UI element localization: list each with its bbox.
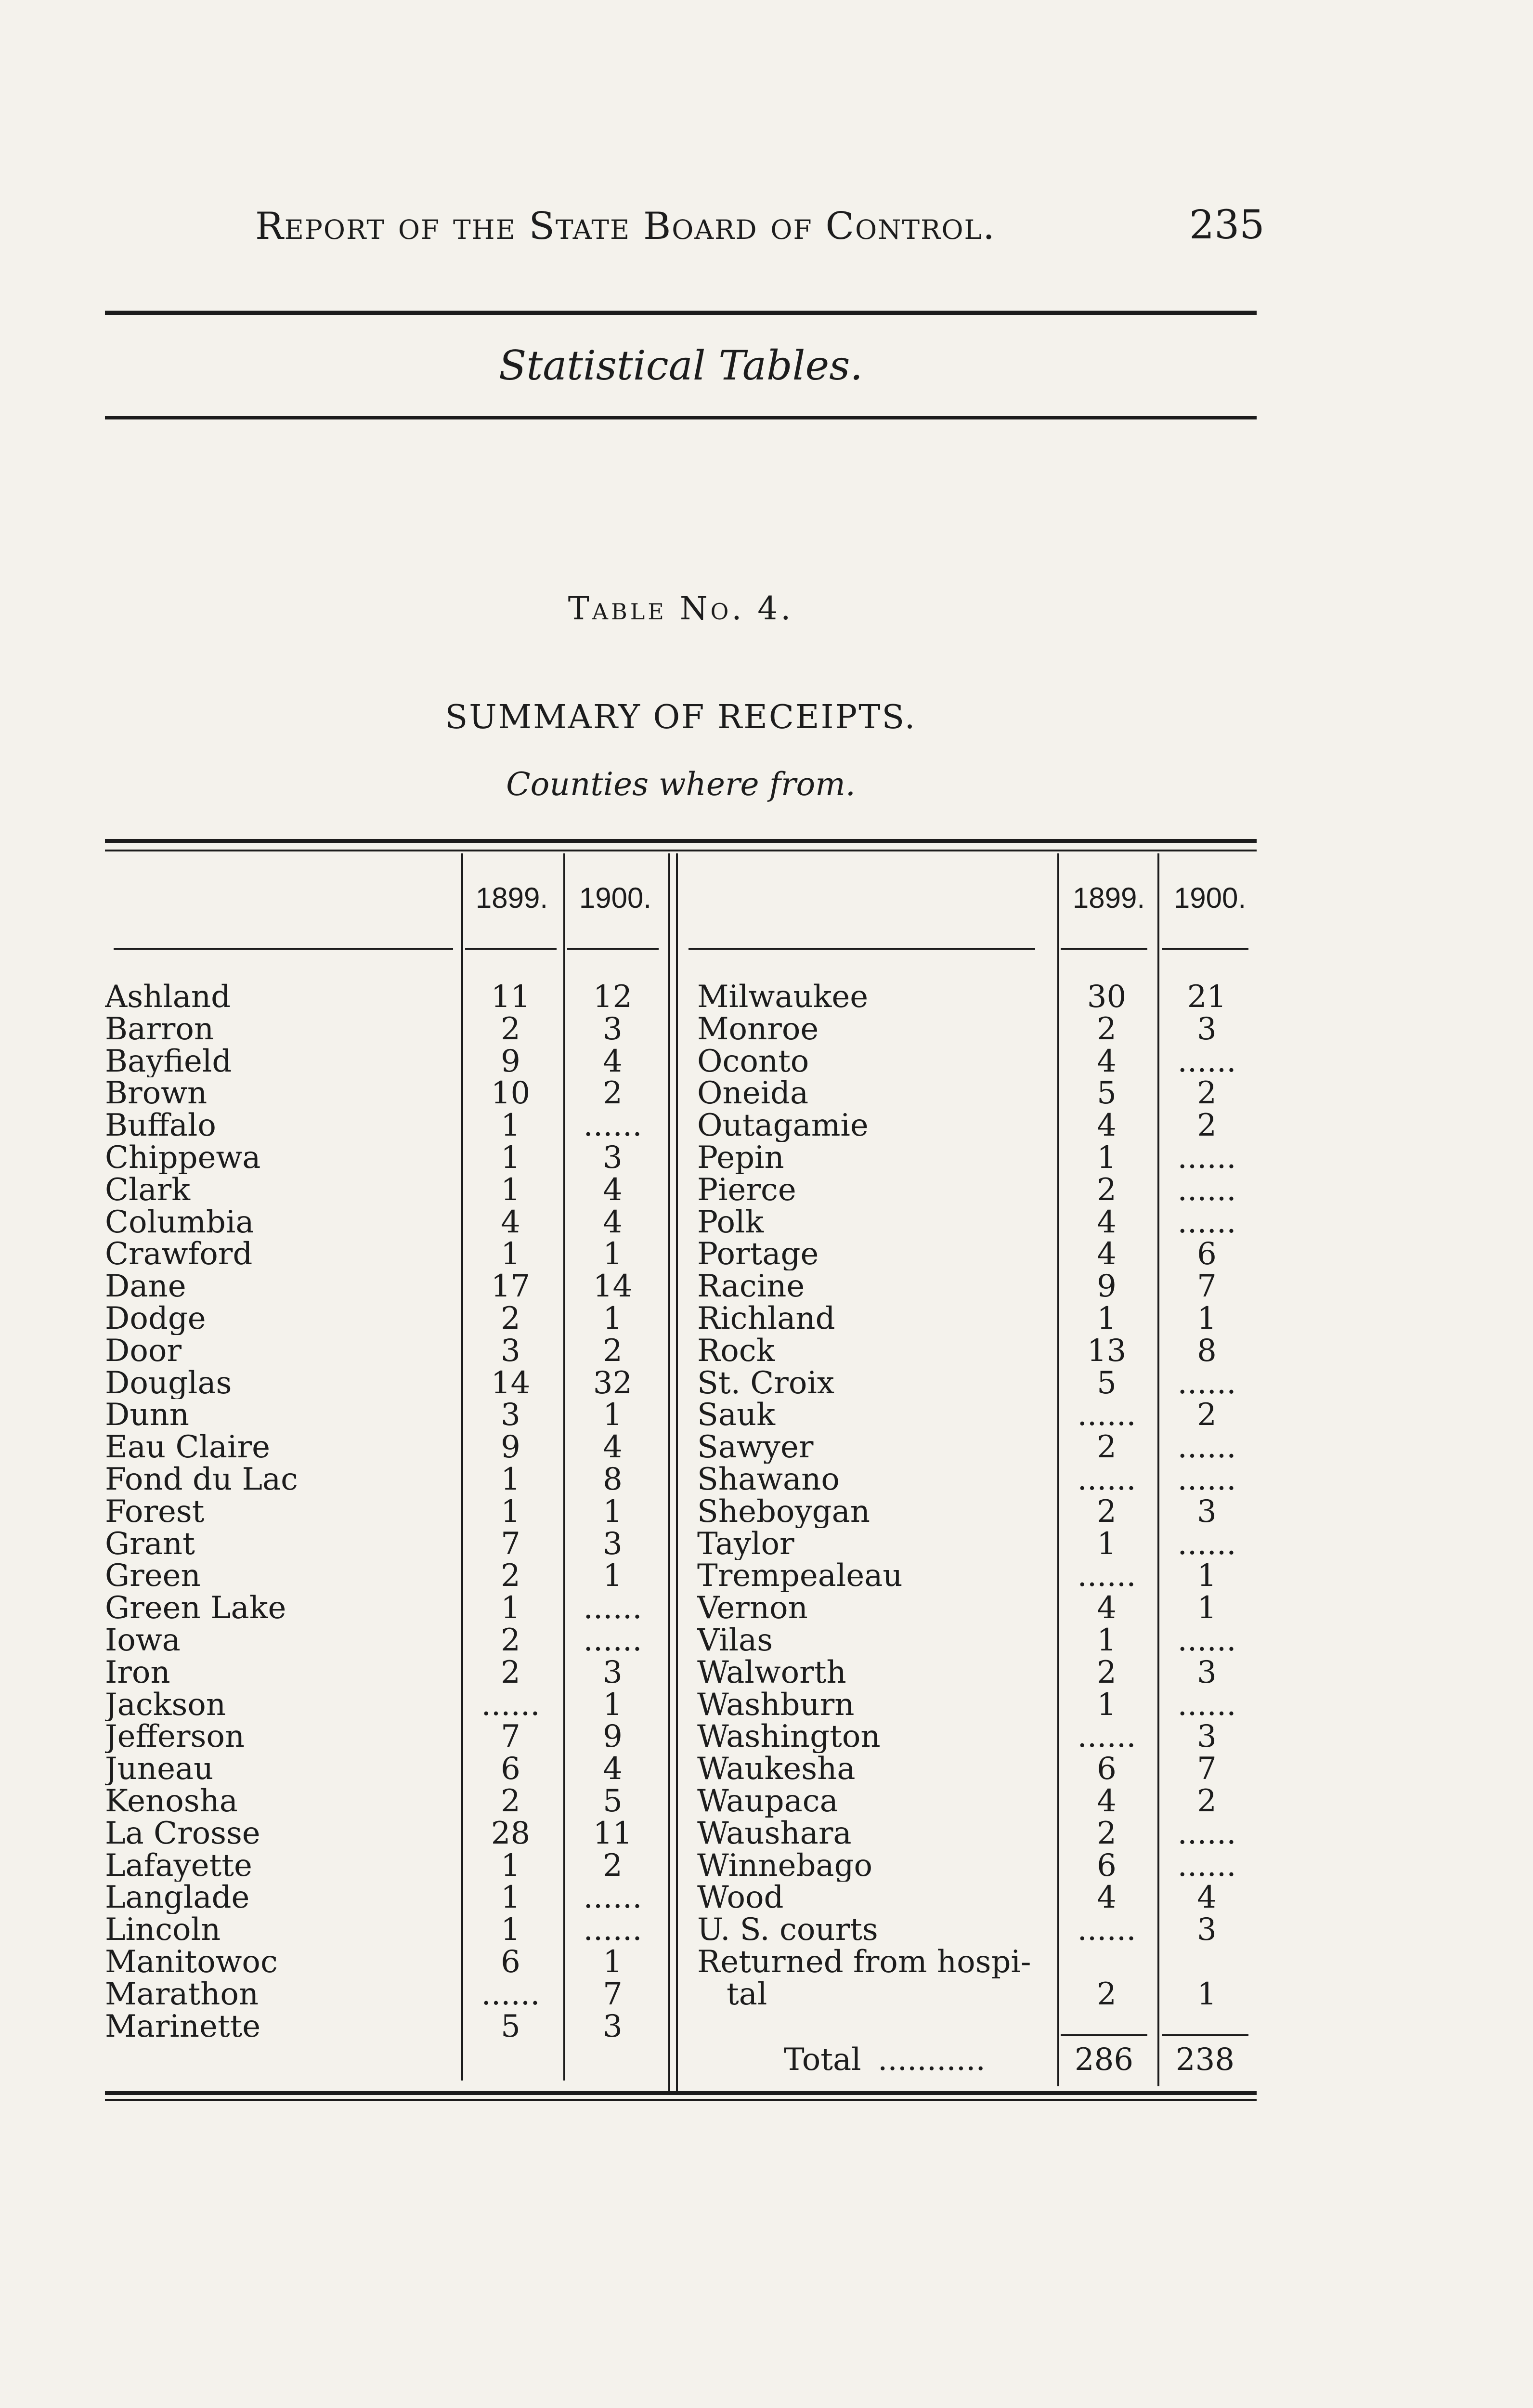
value-1900: 1	[603, 1493, 623, 1530]
county-name: Columbia	[105, 1206, 455, 1239]
value-1900: ......	[1177, 1043, 1236, 1079]
value-1900: ......	[583, 1623, 642, 1658]
value-1899: 1	[1097, 1687, 1117, 1723]
value-1899: 10	[491, 1075, 531, 1112]
county-name: Wood	[697, 1882, 1056, 1914]
county-name: Marinette	[105, 2011, 455, 2043]
value-1899: 2	[1097, 1654, 1117, 1690]
value-1900: 4	[603, 1204, 623, 1240]
county-name: Langlade	[105, 1882, 455, 1914]
county-name: Dane	[105, 1270, 455, 1303]
county-row	[697, 1560, 1251, 1592]
header-1899-left: 1899.	[475, 882, 548, 914]
county-row	[105, 1592, 657, 1624]
value-1899: 1	[501, 1236, 520, 1272]
county-row	[105, 2008, 657, 2044]
county-name: Winnebago	[697, 1850, 1056, 1882]
county-name: Green	[105, 1560, 455, 1592]
county-row	[697, 1174, 1251, 1206]
value-1900: 1	[603, 1558, 623, 1594]
value-1899: ......	[481, 1687, 540, 1723]
county-row	[105, 1142, 657, 1174]
county-row	[697, 1335, 1251, 1367]
county-row	[105, 1335, 657, 1367]
county-name: Grant	[105, 1528, 455, 1560]
column-rule	[676, 853, 678, 2091]
value-1900: 1	[603, 1944, 623, 1980]
value-1899: 2	[1097, 1976, 1117, 2012]
county-name: Vilas	[697, 1624, 1056, 1657]
value-1900: ......	[1177, 1847, 1236, 1884]
county-row	[105, 1624, 657, 1657]
county-row	[697, 1142, 1251, 1174]
county-row	[697, 1815, 1251, 1851]
value-1899: 2	[501, 1654, 520, 1690]
value-1900: ......	[583, 1880, 642, 1916]
value-1899: ......	[481, 1976, 540, 2012]
county-name: Portage	[697, 1238, 1056, 1270]
county-name: Iowa	[105, 1624, 455, 1657]
value-1899: 4	[501, 1204, 520, 1240]
total-row	[784, 2044, 1256, 2076]
total-1899: 286	[1074, 2042, 1134, 2078]
value-1900: 3	[603, 2008, 623, 2044]
table-top-rule	[105, 839, 1257, 843]
value-1899: 1	[501, 1590, 520, 1626]
value-1900: 1	[603, 1397, 623, 1433]
county-name: Sauk	[697, 1399, 1056, 1431]
value-1900: 4	[603, 1429, 623, 1466]
county-name: Forest	[105, 1496, 455, 1528]
value-1899: 2	[501, 1783, 520, 1819]
county-name: Fond du Lac	[105, 1464, 455, 1496]
value-1899: 14	[491, 1365, 531, 1401]
county-row	[697, 981, 1251, 1013]
value-1899: 2	[501, 1558, 520, 1594]
county-row	[105, 1206, 657, 1239]
value-1899: 5	[501, 2008, 520, 2044]
value-1900: 3	[1197, 1011, 1217, 1047]
value-1900: 2	[1197, 1108, 1217, 1144]
county-row	[105, 1077, 657, 1110]
value-1899: 1	[501, 1847, 520, 1884]
value-1899: 4	[1097, 1783, 1117, 1819]
value-1899: 1	[501, 1172, 520, 1208]
value-1899: 2	[501, 1623, 520, 1658]
value-1900: ......	[1177, 1429, 1236, 1466]
county-name: Waukesha	[697, 1753, 1056, 1785]
county-row	[105, 1367, 657, 1400]
value-1900: 8	[1197, 1333, 1217, 1369]
county-row	[105, 1721, 657, 1753]
value-1899: 2	[1097, 1815, 1117, 1851]
value-1900: 2	[603, 1075, 623, 1112]
value-1899: 6	[1097, 1847, 1117, 1884]
county-row	[697, 1654, 1251, 1690]
county-row	[105, 1654, 657, 1690]
total-overline	[1061, 2034, 1147, 2036]
value-1900: 3	[603, 1011, 623, 1047]
value-1900: 1	[603, 1687, 623, 1723]
county-row	[697, 1592, 1251, 1624]
value-1900: ......	[583, 1108, 642, 1144]
county-row	[697, 1077, 1251, 1110]
county-name: Lincoln	[105, 1914, 455, 1946]
header-underline	[689, 948, 1035, 950]
header-1899-right: 1899.	[1072, 882, 1145, 914]
value-1900: ......	[1177, 1687, 1236, 1723]
value-1900: 7	[603, 1976, 623, 2012]
county-row	[105, 1528, 657, 1560]
value-1900: 8	[603, 1462, 623, 1497]
county-name: Dunn	[105, 1399, 455, 1431]
county-row	[697, 1206, 1251, 1239]
county-name: Washburn	[697, 1689, 1056, 1721]
county-name: Sawyer	[697, 1431, 1056, 1464]
value-1900: 1	[1197, 1590, 1217, 1626]
county-name: Taylor	[697, 1528, 1056, 1560]
value-1900: ......	[1177, 1365, 1236, 1401]
value-1899: 2	[1097, 1493, 1117, 1530]
county-row	[697, 1882, 1251, 1914]
value-1900: 11	[593, 1815, 633, 1851]
county-row	[697, 1978, 1251, 2011]
county-name: Iron	[105, 1657, 455, 1689]
table-subheading: Counties where from.	[506, 766, 856, 803]
county-row	[105, 1560, 657, 1592]
header-1900-left: 1900.	[579, 882, 652, 914]
county-name: tal	[697, 1978, 1056, 2011]
value-1900: 7	[1197, 1269, 1217, 1305]
value-1899: 6	[1097, 1751, 1117, 1787]
value-1900: ......	[1177, 1815, 1236, 1851]
value-1899: 2	[501, 1011, 520, 1047]
value-1899: 1	[1097, 1623, 1117, 1658]
county-row	[697, 1847, 1251, 1884]
county-name: Ashland	[105, 981, 455, 1013]
value-1900: 1	[603, 1236, 623, 1272]
value-1900: 2	[603, 1333, 623, 1369]
value-1900: 2	[603, 1847, 623, 1884]
value-1900: 5	[603, 1783, 623, 1819]
county-name: Shawano	[697, 1464, 1056, 1496]
value-1899: 5	[1097, 1365, 1117, 1401]
county-name: Jackson	[105, 1689, 455, 1721]
value-1900: 9	[603, 1719, 623, 1755]
value-1899: ......	[1077, 1719, 1136, 1755]
value-1900: 1	[1197, 1976, 1217, 2012]
county-name: Bayfield	[105, 1046, 455, 1078]
county-name: Oconto	[697, 1046, 1056, 1078]
county-name: Oneida	[697, 1077, 1056, 1110]
receipts-table	[105, 839, 1257, 2102]
county-name: Monroe	[697, 1013, 1056, 1046]
value-1899: 3	[501, 1333, 520, 1369]
value-1900: 3	[1197, 1493, 1217, 1530]
county-row	[697, 1431, 1251, 1464]
value-1899: 30	[1087, 979, 1127, 1015]
table-number: Table No. 4.	[568, 590, 794, 627]
county-name: Outagamie	[697, 1110, 1056, 1142]
county-row	[697, 1914, 1251, 1946]
value-1900: 1	[1197, 1301, 1217, 1336]
value-1899: 4	[1097, 1236, 1117, 1272]
value-1900: 3	[603, 1526, 623, 1562]
value-1899: 7	[501, 1526, 520, 1562]
section-title: Statistical Tables.	[498, 342, 863, 389]
value-1900: 1	[1197, 1558, 1217, 1594]
county-name: Sheboygan	[697, 1496, 1056, 1528]
county-row	[105, 1882, 657, 1914]
county-row	[105, 1399, 657, 1431]
county-row	[105, 1493, 657, 1530]
county-row	[105, 1815, 657, 1851]
value-1899: 4	[1097, 1204, 1117, 1240]
county-row	[105, 1847, 657, 1884]
value-1899: ......	[1077, 1558, 1136, 1594]
county-row	[697, 1464, 1251, 1496]
value-1900: 2	[1197, 1783, 1217, 1819]
county-name: La Crosse	[105, 1818, 455, 1850]
county-name: Waupaca	[697, 1785, 1056, 1818]
value-1900: 4	[603, 1751, 623, 1787]
value-1900: 3	[603, 1140, 623, 1176]
county-row	[105, 1431, 657, 1464]
value-1899: 9	[501, 1043, 520, 1079]
value-1899: 1	[501, 1140, 520, 1176]
value-1899: 1	[501, 1912, 520, 1948]
total-label: Total	[784, 2044, 861, 2076]
county-name: U. S. courts	[697, 1914, 1056, 1946]
value-1900: ......	[1177, 1140, 1236, 1176]
header-1900-right: 1900.	[1173, 882, 1247, 914]
county-name: Brown	[105, 1077, 455, 1110]
county-row	[697, 1303, 1251, 1335]
section-rule	[105, 416, 1257, 419]
value-1900: 4	[1197, 1880, 1217, 1916]
county-name: Returned from hospi-	[697, 1946, 1031, 1978]
value-1899: 17	[491, 1269, 531, 1305]
header-underline	[1162, 948, 1248, 950]
county-name: Douglas	[105, 1367, 455, 1400]
value-1899: 2	[501, 1301, 520, 1336]
total-1900: 238	[1175, 2042, 1235, 2078]
value-1900: 4	[603, 1043, 623, 1079]
county-name: Walworth	[697, 1657, 1056, 1689]
header-rule	[105, 311, 1257, 315]
value-1899: 1	[1097, 1301, 1117, 1336]
county-name: Waushara	[697, 1818, 1056, 1850]
county-name: Manitowoc	[105, 1946, 455, 1978]
county-name: Kenosha	[105, 1785, 455, 1818]
county-name: Trempealeau	[697, 1560, 1056, 1592]
county-name: Clark	[105, 1174, 455, 1206]
value-1899: 28	[491, 1815, 531, 1851]
county-row	[697, 1270, 1251, 1303]
county-name: Chippewa	[105, 1142, 455, 1174]
value-1900: ......	[1177, 1623, 1236, 1658]
value-1899: ......	[1077, 1912, 1136, 1948]
county-name: Jefferson	[105, 1721, 455, 1753]
county-name: Marathon	[105, 1978, 455, 2011]
county-row	[697, 1721, 1251, 1753]
county-name: Rock	[697, 1335, 1056, 1367]
county-row	[105, 1303, 657, 1335]
table-top-rule-thin	[105, 850, 1257, 851]
county-row	[105, 1174, 657, 1206]
county-name: Eau Claire	[105, 1431, 455, 1464]
table-heading: SUMMARY OF RECEIPTS.	[445, 698, 917, 736]
value-1899: 2	[1097, 1011, 1117, 1047]
county-name: Pierce	[697, 1174, 1056, 1206]
table-bottom-rule-thin	[105, 2099, 1257, 2101]
county-row	[105, 1785, 657, 1818]
value-1900: 6	[1197, 1236, 1217, 1272]
value-1900: ......	[1177, 1526, 1236, 1562]
value-1899: 1	[1097, 1140, 1117, 1176]
value-1899: 4	[1097, 1880, 1117, 1916]
value-1900: ......	[583, 1912, 642, 1948]
county-row	[105, 1946, 657, 1978]
county-row	[105, 1753, 657, 1785]
header-underline	[1061, 948, 1147, 950]
table-bottom-rule	[105, 2091, 1257, 2095]
county-name: Dodge	[105, 1303, 455, 1335]
county-row	[697, 1946, 1251, 1978]
value-1900: ......	[1177, 1172, 1236, 1208]
county-name: Pepin	[697, 1142, 1056, 1174]
county-row	[697, 1493, 1251, 1530]
value-1899: 1	[501, 1880, 520, 1916]
value-1899: 9	[501, 1429, 520, 1466]
value-1899: 6	[501, 1944, 520, 1980]
value-1899: 5	[1097, 1075, 1117, 1112]
value-1899: 13	[1087, 1333, 1127, 1369]
value-1899: 4	[1097, 1590, 1117, 1626]
value-1899: ......	[1077, 1462, 1136, 1497]
value-1899: 1	[1097, 1526, 1117, 1562]
column-rule	[668, 853, 670, 2091]
county-row	[105, 981, 657, 1013]
county-row	[105, 1013, 657, 1046]
county-row	[105, 1238, 657, 1270]
county-name: Milwaukee	[697, 981, 1056, 1013]
county-row	[697, 1689, 1251, 1721]
value-1900: 14	[593, 1269, 633, 1305]
value-1900: ......	[583, 1590, 642, 1626]
header-underline	[567, 948, 659, 950]
value-1899: 1	[501, 1108, 520, 1144]
county-name: Barron	[105, 1013, 455, 1046]
county-row	[697, 1528, 1251, 1560]
value-1899: 6	[501, 1751, 520, 1787]
header-underline	[465, 948, 557, 950]
county-row	[697, 1399, 1251, 1431]
county-name: Juneau	[105, 1753, 455, 1785]
value-1899: 7	[501, 1719, 520, 1755]
county-name: Door	[105, 1335, 455, 1367]
value-1899: 9	[1097, 1269, 1117, 1305]
county-name: Crawford	[105, 1238, 455, 1270]
county-row	[697, 1043, 1251, 1079]
value-1899: 1	[501, 1462, 520, 1497]
running-head: Report of the State Board of Control.	[255, 205, 996, 248]
county-row	[105, 1110, 657, 1142]
value-1899: 1	[501, 1493, 520, 1530]
county-name: Washington	[697, 1721, 1056, 1753]
county-row	[697, 1238, 1251, 1270]
county-row	[697, 1013, 1251, 1046]
county-name: Polk	[697, 1206, 1056, 1239]
value-1900: 32	[593, 1365, 633, 1401]
total-overline	[1162, 2034, 1248, 2036]
county-row	[105, 1978, 657, 2011]
county-row	[105, 1043, 657, 1079]
county-row	[697, 1110, 1251, 1142]
value-1899: 3	[501, 1397, 520, 1433]
county-row	[697, 1367, 1251, 1400]
value-1900: 7	[1197, 1751, 1217, 1787]
value-1899: 2	[1097, 1172, 1117, 1208]
county-name: Racine	[697, 1270, 1056, 1303]
value-1900: 21	[1187, 979, 1227, 1015]
county-row	[105, 1270, 657, 1303]
value-1900: ......	[1177, 1462, 1236, 1497]
county-row	[105, 1689, 657, 1721]
value-1900: 3	[1197, 1719, 1217, 1755]
value-1899: 4	[1097, 1108, 1117, 1144]
value-1899: 11	[491, 979, 531, 1015]
value-1900: 3	[1197, 1912, 1217, 1948]
value-1900: 2	[1197, 1397, 1217, 1433]
county-name: Vernon	[697, 1592, 1056, 1624]
value-1899: 2	[1097, 1429, 1117, 1466]
county-row	[105, 1464, 657, 1496]
page-number: 235	[1189, 202, 1265, 248]
county-name: Buffalo	[105, 1110, 455, 1142]
value-1899: ......	[1077, 1397, 1136, 1433]
county-row	[105, 1914, 657, 1946]
county-name: Lafayette	[105, 1850, 455, 1882]
value-1900: ......	[1177, 1204, 1236, 1240]
value-1899: 4	[1097, 1043, 1117, 1079]
total-leader: ...........	[878, 2044, 986, 2076]
value-1900: 4	[603, 1172, 623, 1208]
county-name: Richland	[697, 1303, 1056, 1335]
value-1900: 3	[1197, 1654, 1217, 1690]
county-name: St. Croix	[697, 1367, 1056, 1400]
value-1900: 2	[1197, 1075, 1217, 1112]
header-underline	[114, 948, 453, 950]
value-1900: 12	[593, 979, 633, 1015]
county-row	[697, 1785, 1251, 1818]
county-row	[697, 1624, 1251, 1657]
county-row	[697, 1753, 1251, 1785]
county-name: Green Lake	[105, 1592, 455, 1624]
value-1900: 1	[603, 1301, 623, 1336]
value-1900: 3	[603, 1654, 623, 1690]
